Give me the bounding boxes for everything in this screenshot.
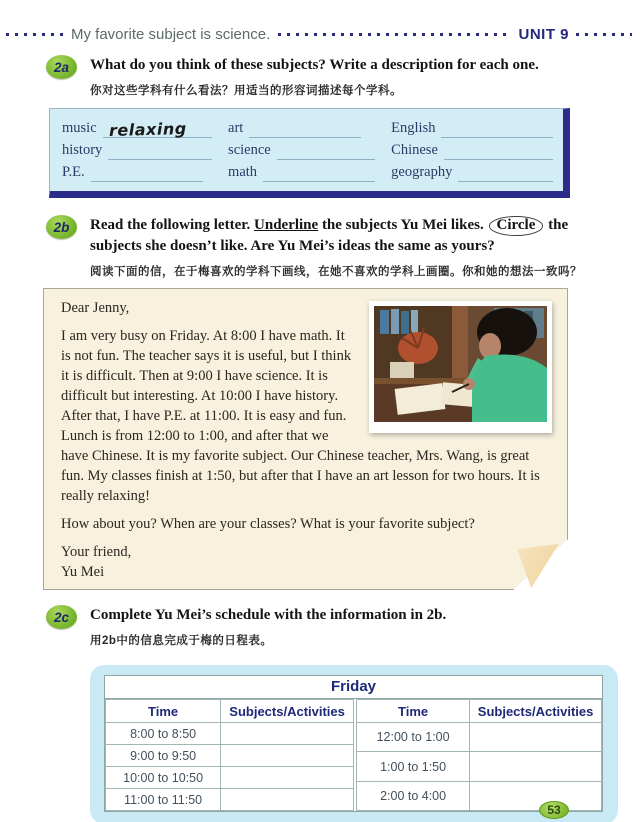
column-header-subjects: Subjects/Activities <box>470 700 602 723</box>
section-2b-badge: 2b <box>46 215 77 239</box>
schedule-table-afternoon <box>356 699 602 811</box>
section-2c <box>46 605 616 648</box>
section-2c-badge: 2c <box>46 605 77 629</box>
letter-signature: Yu Mei <box>61 564 105 580</box>
time-cell: 10:00 to 10:50 <box>106 767 221 789</box>
table-row <box>357 723 602 752</box>
answer-line-geography[interactable] <box>458 165 553 182</box>
section-2c-heading: Complete Yu Mei’s schedule with the information in 2b. <box>90 607 447 623</box>
girl-writing-photo <box>374 306 547 422</box>
page-number-badge: 53 <box>539 801 569 819</box>
letter-greeting: Dear Jenny, <box>61 300 130 316</box>
subject-cell-blank[interactable] <box>470 781 602 810</box>
table-row <box>106 723 354 745</box>
table-row <box>106 745 354 767</box>
answer-line-math[interactable] <box>263 165 375 182</box>
answer-line-chinese[interactable] <box>444 143 553 160</box>
subject-label: geography <box>391 164 453 180</box>
time-cell: 8:00 to 8:50 <box>106 723 221 745</box>
time-cell: 2:00 to 4:00 <box>357 781 470 810</box>
column-header-time: Time <box>357 700 470 723</box>
subject-item-geography <box>391 160 553 182</box>
answer-line-english[interactable] <box>441 121 553 138</box>
subject-cell-blank[interactable] <box>470 723 602 752</box>
subject-cell-blank[interactable] <box>221 789 354 811</box>
subject-cell-blank[interactable] <box>221 745 354 767</box>
subject-item-chinese <box>391 138 553 160</box>
underline-word: Underline <box>254 217 319 233</box>
schedule-table-morning <box>105 699 354 811</box>
subject-item-science <box>228 138 375 160</box>
letter-body: I am very busy on Friday. At 8:00 I have math. It is not fun. The teacher says it is useful, but I think it is difficult. Then at 9:00 I have science. It is difficult but interesting. At 10:00 I have history. After that, I have P.E. at 11:00. It is easy and fun. Lunch is from 12:00 to 1:00, and after that we have Chinese. It is my favorite subject. Our Chinese teacher, Mrs. Wang, is great fun. My classes finish at 1:50, but after that I have an art lesson for two hours. It is really relaxing! <box>61 328 540 504</box>
letter-question: How about you? When are your classes? What is your favorite subject? <box>61 516 475 532</box>
section-2a-badge: 2a <box>46 55 77 79</box>
subject-item-math <box>228 160 375 182</box>
column-header-subjects: Subjects/Activities <box>221 700 354 723</box>
subject-item-history <box>62 138 212 160</box>
handwritten-answer: relaxing <box>108 118 187 141</box>
section-2b-heading: Read the following letter. Underline the subjects Yu Mei likes. Circle the subjects she doesn’t like. Are Yu Mei’s ideas the same as yours? <box>90 217 569 254</box>
subject-label: P.E. <box>62 164 85 180</box>
answer-line-history[interactable] <box>108 143 212 160</box>
unit-number: UNIT 9 <box>518 26 569 43</box>
subject-label: music <box>62 120 97 136</box>
answer-line-music[interactable] <box>103 118 212 141</box>
subject-label: art <box>228 120 244 136</box>
answer-line-art[interactable] <box>249 121 361 138</box>
answer-line-pe[interactable] <box>91 165 203 182</box>
dotted-rule-left <box>6 33 64 36</box>
schedule-panel <box>90 665 618 822</box>
time-cell: 9:00 to 9:50 <box>106 745 221 767</box>
subject-label: science <box>228 142 271 158</box>
schedule-table <box>104 675 603 812</box>
subject-cell-blank[interactable] <box>221 767 354 789</box>
subject-label: Chinese <box>391 142 438 158</box>
section-2a-heading: What do you think of these subjects? Write a description for each one. <box>90 57 539 73</box>
subject-cell-blank[interactable] <box>470 752 602 781</box>
unit-title: My favorite subject is science. <box>71 26 271 43</box>
subject-label: history <box>62 142 103 158</box>
letter-photo <box>369 301 552 433</box>
subject-item-art <box>228 116 375 138</box>
section-2b-instruction-zh: 阅读下面的信，在于梅喜欢的学科下画线，在她不喜欢的学科上画圈。你和她的想法一致吗？ <box>90 266 582 278</box>
subject-item-pe <box>62 160 212 182</box>
circle-word: Circle <box>489 216 544 236</box>
subject-label: math <box>228 164 258 180</box>
subject-label: English <box>391 120 436 136</box>
dotted-rule-right <box>576 33 632 36</box>
letter-box <box>43 288 568 590</box>
section-2c-instruction-zh: 用2b中的信息完成于梅的日程表。 <box>90 635 273 647</box>
column-header-time: Time <box>106 700 221 723</box>
time-cell: 11:00 to 11:50 <box>106 789 221 811</box>
table-row <box>106 767 354 789</box>
table-row <box>106 789 354 811</box>
table-row <box>357 752 602 781</box>
section-2a-instruction-zh: 你对这些学科有什么看法？用适当的形容词描述每个学科。 <box>90 85 402 97</box>
subjects-description-box <box>49 108 570 198</box>
subject-cell-blank[interactable] <box>221 723 354 745</box>
schedule-day-header: Friday <box>105 676 602 699</box>
time-cell: 1:00 to 1:50 <box>357 752 470 781</box>
page-header <box>0 0 640 43</box>
subject-item-english <box>391 116 553 138</box>
subject-item-music <box>62 116 212 141</box>
section-2a <box>46 55 616 98</box>
dotted-rule-middle <box>278 33 510 36</box>
letter-closing: Your friend, <box>61 544 132 560</box>
answer-line-science[interactable] <box>277 143 375 160</box>
time-cell: 12:00 to 1:00 <box>357 723 470 752</box>
section-2b <box>46 215 616 279</box>
